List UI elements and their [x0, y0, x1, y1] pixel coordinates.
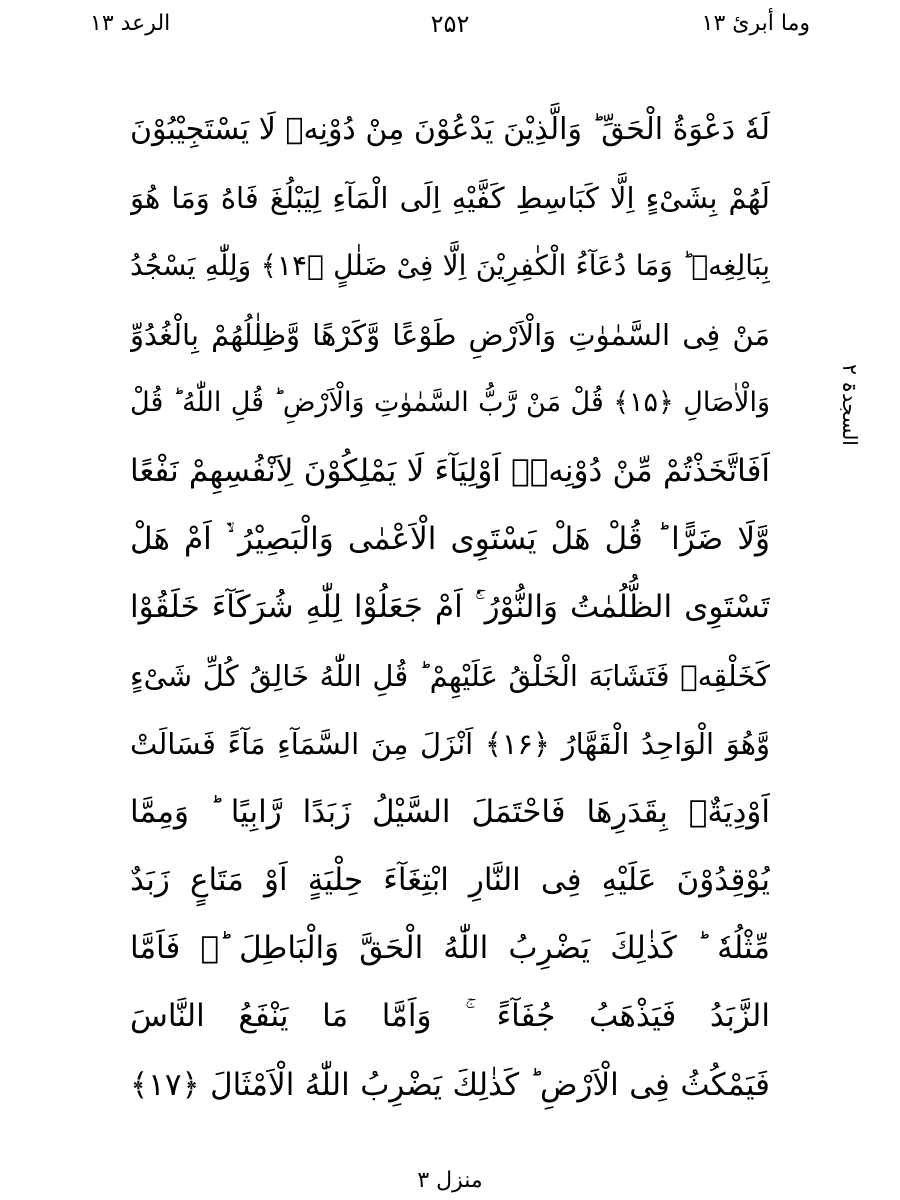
- text-line: اَوْدِیَةٌۢ بِقَدَرِهَا فَاحْتَمَلَ السَّیْلُ زَبَدًا رَّابِیًا ؕ وَمِمَّا: [130, 793, 770, 830]
- text-line: لَهٗ دَعْوَةُ الْحَقِّ ؕ وَالَّذِیْنَ یَدْعُوْنَ مِنْ دُوْنِهٖ لَا یَسْتَجِیْبُوْنَ: [130, 112, 770, 147]
- juz-title: وما أبرئ ۱۳: [701, 11, 810, 36]
- page-number: ۲۵۲: [430, 10, 470, 38]
- verse-text-block: [130, 96, 770, 1119]
- text-line: مِّثْلُهٗ ؕ كَذٰلِكَ یَضْرِبُ اللّٰهُ الْحَقَّ وَالْبَاطِلَ ؕ۬ فَاَمَّا: [130, 930, 770, 967]
- text-line: وَالْاٰصَالِ ﴿۱۵﴾ قُلْ مَنْ رَّبُّ السَّمٰوٰتِ وَالْاَرْضِ ؕ قُلِ اللّٰهُ ؕ قُلْ: [130, 386, 770, 418]
- text-line: كَخَلْقِهٖ فَتَشَابَهَ الْخَلْقُ عَلَیْهِمْ ؕ قُلِ اللّٰهُ خَالِقُ كُلِّ شَیْءٍ: [130, 658, 770, 693]
- manzil-label: منزل ۳: [417, 1168, 483, 1193]
- text-line: یُوْقِدُوْنَ عَلَیْهِ فِی النَّارِ ابْتِغَآءَ حِلْیَةٍ اَوْ مَتَاعٍ زَبَدٌ: [130, 862, 770, 899]
- text-line: لَهُمْ بِشَیْءٍ اِلَّا كَبَاسِطِ كَفَّیْهِ اِلَی الْمَآءِ لِیَبْلُغَ فَاهُ وَمَا هُوَ: [130, 181, 770, 216]
- page-footer: [0, 1168, 900, 1193]
- sajdah-label: السجدۃ ۲: [838, 364, 862, 446]
- text-line: بِبَالِغِهٖ ؕ وَمَا دُعَآءُ الْكٰفِرِیْنَ اِلَّا فِیْ ضَلٰلٍ ﴿۱۴﴾ وَلِلّٰهِ یَسْجُدُ: [130, 249, 770, 283]
- text-line: وَّهُوَ الْوَاحِدُ الْقَهَّارُ ﴿۱۶﴾ اَنْزَلَ مِنَ السَّمَآءِ مَآءً فَسَالَتْ: [130, 726, 770, 761]
- surah-title: الرعد ۱۳: [90, 11, 171, 36]
- text-line: الزَّبَدُ فَیَذْهَبُ جُفَآءً ۚ وَاَمَّا مَا یَنْفَعُ النَّاسَ: [130, 998, 770, 1035]
- sajdah-margin-note: [830, 350, 870, 460]
- text-line: فَیَمْكُثُ فِی الْاَرْضِ ؕ كَذٰلِكَ یَضْرِبُ اللّٰهُ الْاَمْثَالَ ﴿۱۷﴾: [130, 1066, 770, 1103]
- text-line: تَسْتَوِی الظُّلُمٰتُ وَالنُّوْرُ ۚ۬ اَمْ جَعَلُوْا لِلّٰهِ شُرَكَآءَ خَلَقُوْا: [130, 589, 770, 626]
- text-line: اَفَاتَّخَذْتُمْ مِّنْ دُوْنِهٖۤ اَوْلِیَآءَ لَا یَمْلِكُوْنَ لِاَنْفُسِهِمْ نَفْعًا: [130, 452, 770, 489]
- text-line: وَّلَا ضَرًّا ؕ قُلْ هَلْ یَسْتَوِی الْاَعْمٰی وَالْبَصِیْرُ ۙ۬ اَمْ هَلْ: [130, 521, 770, 558]
- page-header: [90, 8, 810, 44]
- text-line: مَنْ فِی السَّمٰوٰتِ وَالْاَرْضِ طَوْعًا وَّكَرْهًا وَّظِلٰلُهُمْ بِالْغُدُوِّ: [130, 317, 770, 352]
